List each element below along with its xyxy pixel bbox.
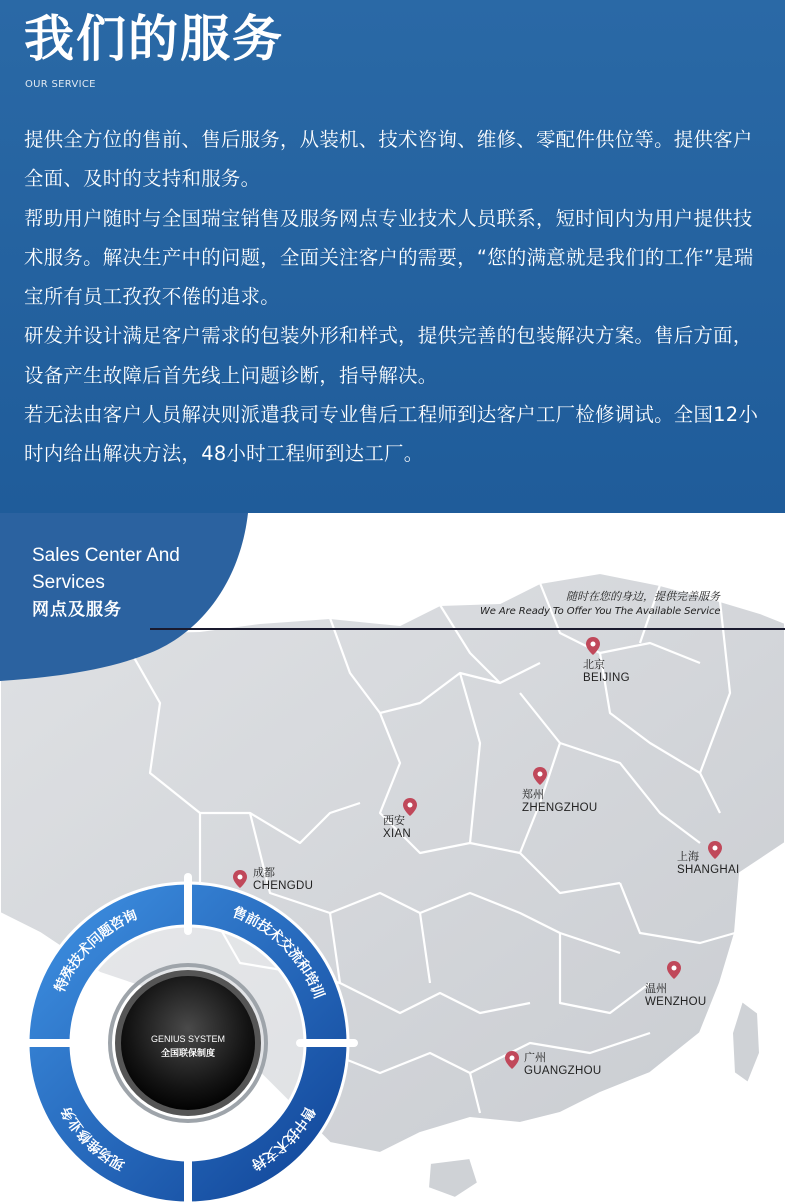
city-name-en: GUANGZHOU bbox=[524, 1065, 602, 1077]
city-name-en: WENZHOU bbox=[645, 996, 707, 1008]
sales-heading bbox=[32, 542, 180, 623]
city-name-en: ZHENGZHOU bbox=[522, 802, 598, 814]
city-name-en: CHENGDU bbox=[253, 880, 314, 892]
city-name-en: XIAN bbox=[383, 828, 412, 840]
slogan-zh: 随时在您的身边，提供完善服务 bbox=[566, 590, 720, 603]
paragraph: 提供全方位的售前、售后服务，从装机、技术咨询、维修、零配件供位等。提供客户全面、及时的支持和服务。 bbox=[24, 128, 753, 191]
paragraph: 若无法由客户人员解决则派遣我司专业售后工程师到达客户工厂检修调试。全国12小时内给出解决方法，48小时工程师到达工厂。 bbox=[24, 403, 759, 466]
city-name-zh: 广州 bbox=[524, 1052, 546, 1064]
service-panel bbox=[0, 0, 785, 513]
map-pin-icon bbox=[586, 637, 600, 655]
cycle-center-subtitle: 全国联保制度 bbox=[160, 1048, 215, 1058]
sales-heading-en bbox=[32, 542, 180, 596]
map-pin-icon bbox=[403, 798, 417, 816]
map-pin-icon bbox=[505, 1051, 519, 1069]
page-subtitle: OUR SERVICE bbox=[25, 79, 96, 90]
cycle-label-presale: 售前技术交流和培训 bbox=[229, 904, 327, 1002]
city-name-zh: 西安 bbox=[383, 815, 405, 827]
city-name-zh: 北京 bbox=[583, 659, 605, 671]
city-name-en: SHANGHAI bbox=[677, 864, 740, 876]
sales-heading-line2: Services bbox=[32, 572, 105, 593]
cycle-label-consult: 特殊技术问题咨询 bbox=[52, 907, 140, 995]
map-pin-icon bbox=[533, 767, 547, 785]
city-name-en: BEIJING bbox=[583, 672, 630, 684]
cycle-label-onsite: 现场维修业务 bbox=[58, 1103, 128, 1173]
city-name-zh: 温州 bbox=[645, 983, 667, 995]
page-title: 我们的服务 bbox=[24, 10, 284, 68]
city-name-zh: 郑州 bbox=[522, 789, 544, 801]
cycle-label-insale: 售中技术支持 bbox=[248, 1103, 318, 1173]
map-pin-icon bbox=[233, 870, 247, 888]
sales-heading-line1: Sales Center And bbox=[32, 545, 180, 566]
map-island bbox=[732, 1001, 760, 1083]
paragraph: 研发并设计满足客户需求的包装外形和样式，提供完善的包装解决方案。售后方面，设备产生故障后首先线上问题诊断，指导解决。 bbox=[24, 324, 753, 387]
map-pin-icon bbox=[667, 961, 681, 979]
service-description bbox=[24, 120, 764, 474]
city-name-zh: 成都 bbox=[253, 867, 275, 879]
city-name-zh: 上海 bbox=[677, 851, 699, 863]
paragraph: 帮助用户随时与全国瑞宝销售及服务网点专业技术人员联系，短时间内为用户提供技术服务。解决生产中的问题，全面关注客户的需要，“您的满意就是我们的工作”是瑞宝所有员工孜孜不倦的追求。 bbox=[24, 206, 754, 309]
map-island bbox=[428, 1158, 478, 1198]
slogan-en: We Are Ready To Offer You The Available Service bbox=[480, 606, 721, 617]
sales-heading-zh: 网点及服务 bbox=[32, 600, 122, 619]
cycle-center-title: GENIUS SYSTEM bbox=[150, 1034, 225, 1044]
sales-center-section bbox=[0, 513, 785, 1204]
